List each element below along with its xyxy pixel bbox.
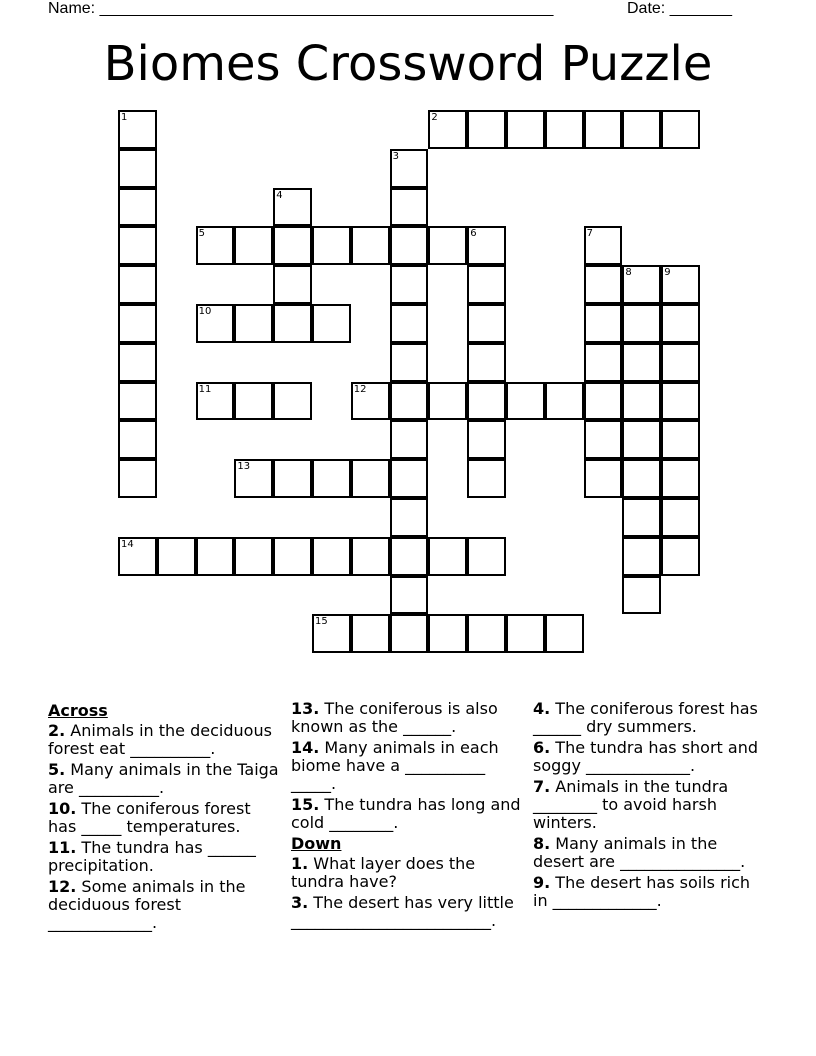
clue-text: The tundra has short and soggy _____________. bbox=[533, 738, 758, 775]
grid-cell[interactable] bbox=[196, 382, 235, 421]
grid-cell[interactable] bbox=[390, 420, 429, 459]
grid-cell[interactable] bbox=[390, 265, 429, 304]
cell-number: 2 bbox=[431, 112, 438, 123]
grid-cell[interactable] bbox=[545, 110, 584, 149]
grid-cell[interactable] bbox=[273, 304, 312, 343]
grid-cell[interactable] bbox=[118, 188, 157, 227]
clue-number: 4. bbox=[533, 699, 551, 718]
grid-cell[interactable] bbox=[584, 343, 623, 382]
cell-number: 9 bbox=[664, 267, 671, 279]
grid-cell[interactable] bbox=[118, 382, 157, 421]
grid-cell[interactable] bbox=[428, 110, 467, 149]
cell-number: 8 bbox=[625, 267, 632, 279]
grid-cell[interactable] bbox=[661, 382, 700, 421]
clue-number: 7. bbox=[533, 777, 551, 796]
grid-cell[interactable] bbox=[661, 537, 700, 576]
clue-text: The tundra has ______ precipitation. bbox=[48, 838, 256, 875]
clue-text: Animals in the tundra ________ to avoid harsh winters. bbox=[533, 777, 729, 832]
cell-number: 11 bbox=[198, 383, 212, 395]
grid-cell[interactable] bbox=[390, 576, 429, 615]
grid-cell[interactable] bbox=[234, 304, 273, 343]
clue-text: Animals in the deciduous forest eat __________. bbox=[48, 721, 272, 758]
grid-cell[interactable] bbox=[584, 304, 623, 343]
grid-cell[interactable] bbox=[584, 110, 623, 149]
clue-text: The desert has soils rich in _____________. bbox=[533, 873, 751, 910]
grid-cell[interactable] bbox=[351, 382, 390, 421]
clue-number: 15. bbox=[291, 795, 320, 814]
grid-cell[interactable] bbox=[390, 614, 429, 653]
grid-cell[interactable] bbox=[351, 537, 390, 576]
clue-down-6 bbox=[533, 739, 765, 775]
grid-cell[interactable] bbox=[661, 343, 700, 382]
grid-cell[interactable] bbox=[390, 188, 429, 227]
clue-text: Many animals in the Taiga are __________. bbox=[48, 760, 279, 797]
grid-cell[interactable] bbox=[390, 382, 429, 421]
grid-cell[interactable] bbox=[118, 110, 157, 149]
clue-text: Some animals in the deciduous forest _____________. bbox=[48, 877, 246, 932]
grid-cell[interactable] bbox=[118, 459, 157, 498]
grid-cell[interactable] bbox=[428, 382, 467, 421]
date-field-label: Date: _______ bbox=[627, 0, 732, 17]
clue-across-13 bbox=[291, 700, 523, 736]
clue-column-3 bbox=[533, 700, 765, 913]
clue-down-4 bbox=[533, 700, 765, 736]
grid-cell[interactable] bbox=[118, 343, 157, 382]
grid-cell[interactable] bbox=[467, 226, 506, 265]
grid-cell[interactable] bbox=[273, 265, 312, 304]
grid-cell[interactable] bbox=[661, 459, 700, 498]
grid-cell[interactable] bbox=[622, 110, 661, 149]
clue-across-12 bbox=[48, 878, 280, 932]
clue-number: 1. bbox=[291, 854, 309, 873]
grid-cell[interactable] bbox=[196, 537, 235, 576]
clue-text: The coniferous forest has ______ dry summers. bbox=[533, 699, 758, 736]
grid-cell[interactable] bbox=[661, 265, 700, 304]
name-field-label: Name: ___________________________________________________ bbox=[48, 0, 554, 17]
grid-cell[interactable] bbox=[584, 459, 623, 498]
grid-cell[interactable] bbox=[467, 304, 506, 343]
grid-cell[interactable] bbox=[622, 576, 661, 615]
grid-cell[interactable] bbox=[467, 537, 506, 576]
cell-number: 1 bbox=[121, 112, 128, 123]
grid-cell[interactable] bbox=[467, 265, 506, 304]
grid-cell[interactable] bbox=[467, 110, 506, 149]
grid-cell[interactable] bbox=[467, 459, 506, 498]
clue-across-5 bbox=[48, 761, 280, 797]
cell-number: 4 bbox=[276, 189, 283, 201]
clue-number: 3. bbox=[291, 893, 309, 912]
grid-cell[interactable] bbox=[467, 343, 506, 382]
clue-number: 5. bbox=[48, 760, 66, 779]
grid-cell[interactable] bbox=[273, 537, 312, 576]
grid-cell[interactable] bbox=[390, 343, 429, 382]
clue-across-10 bbox=[48, 800, 280, 836]
grid-cell[interactable] bbox=[467, 420, 506, 459]
grid-cell[interactable] bbox=[351, 614, 390, 653]
grid-cell[interactable] bbox=[273, 459, 312, 498]
grid-cell[interactable] bbox=[390, 304, 429, 343]
grid-cell[interactable] bbox=[622, 459, 661, 498]
grid-cell[interactable] bbox=[234, 459, 273, 498]
grid-cell[interactable] bbox=[157, 537, 196, 576]
grid-cell[interactable] bbox=[312, 304, 351, 343]
cell-number: 15 bbox=[315, 616, 328, 628]
grid-cell[interactable] bbox=[661, 498, 700, 537]
grid-cell[interactable] bbox=[584, 265, 623, 304]
clue-number: 2. bbox=[48, 721, 66, 740]
grid-cell[interactable] bbox=[545, 614, 584, 653]
clue-text: The coniferous forest has _____ temperatures. bbox=[48, 799, 251, 836]
grid-cell[interactable] bbox=[506, 110, 545, 149]
grid-cell[interactable] bbox=[234, 537, 273, 576]
clue-text: The tundra has long and cold ________. bbox=[291, 795, 521, 832]
clue-text: Many animals in the desert are _______________. bbox=[533, 834, 746, 871]
clue-text: The coniferous is also known as the ______. bbox=[291, 699, 498, 736]
clue-number: 9. bbox=[533, 873, 551, 892]
grid-cell[interactable] bbox=[661, 304, 700, 343]
grid-cell[interactable] bbox=[506, 614, 545, 653]
clue-across-11 bbox=[48, 839, 280, 875]
cell-number: 14 bbox=[121, 538, 134, 550]
grid-cell[interactable] bbox=[390, 537, 429, 576]
down-heading: Down bbox=[291, 834, 342, 853]
grid-cell[interactable] bbox=[312, 537, 351, 576]
grid-cell[interactable] bbox=[661, 420, 700, 459]
clue-number: 10. bbox=[48, 799, 77, 818]
grid-cell[interactable] bbox=[118, 149, 157, 188]
page-title: Biomes Crossword Puzzle bbox=[103, 36, 713, 92]
clue-number: 14. bbox=[291, 738, 320, 757]
clue-down-1 bbox=[291, 855, 523, 891]
clue-down-3 bbox=[291, 894, 523, 930]
clue-down-7 bbox=[533, 778, 765, 832]
grid-cell[interactable] bbox=[234, 226, 273, 265]
clue-text: Many animals in each biome have a __________ _____. bbox=[291, 738, 499, 793]
grid-cell[interactable] bbox=[118, 226, 157, 265]
clue-column-1 bbox=[48, 700, 280, 935]
grid-cell[interactable] bbox=[390, 459, 429, 498]
grid-cell[interactable] bbox=[622, 420, 661, 459]
across-heading: Across bbox=[48, 701, 108, 720]
grid-cell[interactable] bbox=[584, 226, 623, 265]
grid-cell[interactable] bbox=[312, 614, 351, 653]
clue-number: 13. bbox=[291, 699, 320, 718]
grid-cell[interactable] bbox=[390, 498, 429, 537]
cell-number: 3 bbox=[392, 150, 399, 162]
grid-cell[interactable] bbox=[118, 420, 157, 459]
grid-cell[interactable] bbox=[428, 614, 467, 653]
grid-cell[interactable] bbox=[467, 614, 506, 653]
grid-cell[interactable] bbox=[467, 382, 506, 421]
grid-cell[interactable] bbox=[622, 343, 661, 382]
grid-cell[interactable] bbox=[196, 226, 235, 265]
grid-cell[interactable] bbox=[622, 537, 661, 576]
grid-cell[interactable] bbox=[622, 382, 661, 421]
clue-number: 11. bbox=[48, 838, 77, 857]
grid-cell[interactable] bbox=[273, 188, 312, 227]
cell-number: 10 bbox=[198, 306, 212, 317]
grid-cell[interactable] bbox=[584, 420, 623, 459]
grid-cell[interactable] bbox=[118, 537, 157, 576]
cell-number: 7 bbox=[586, 228, 593, 240]
clue-text: What layer does the tundra have? bbox=[291, 854, 476, 891]
grid-cell[interactable] bbox=[584, 382, 623, 421]
clue-down-9 bbox=[533, 874, 765, 910]
clue-across-2 bbox=[48, 722, 280, 758]
grid-cell[interactable] bbox=[312, 226, 351, 265]
clue-number: 6. bbox=[533, 738, 551, 757]
grid-cell[interactable] bbox=[622, 498, 661, 537]
grid-cell[interactable] bbox=[428, 537, 467, 576]
grid-cell[interactable] bbox=[428, 226, 467, 265]
clue-across-15 bbox=[291, 796, 523, 832]
grid-cell[interactable] bbox=[196, 304, 235, 343]
cell-number: 6 bbox=[470, 228, 477, 240]
grid-cell[interactable] bbox=[390, 226, 429, 265]
grid-cell[interactable] bbox=[351, 226, 390, 265]
clue-down-8 bbox=[533, 835, 765, 871]
grid-cell[interactable] bbox=[506, 382, 545, 421]
clue-text: The desert has very little _________________________. bbox=[291, 893, 514, 930]
grid-cell[interactable] bbox=[622, 304, 661, 343]
clue-number: 12. bbox=[48, 877, 77, 896]
grid-cell[interactable] bbox=[118, 304, 157, 343]
clue-column-2 bbox=[291, 700, 523, 933]
grid-cell[interactable] bbox=[234, 382, 273, 421]
clue-across-14 bbox=[291, 739, 523, 793]
grid-cell[interactable] bbox=[661, 110, 700, 149]
cell-number: 12 bbox=[353, 383, 367, 395]
grid-cell[interactable] bbox=[273, 226, 312, 265]
grid-cell[interactable] bbox=[390, 149, 429, 188]
cell-number: 13 bbox=[237, 461, 251, 473]
cell-number: 5 bbox=[198, 228, 205, 240]
grid-cell[interactable] bbox=[351, 459, 390, 498]
grid-cell[interactable] bbox=[118, 265, 157, 304]
clue-number: 8. bbox=[533, 834, 551, 853]
grid-cell[interactable] bbox=[312, 459, 351, 498]
grid-cell[interactable] bbox=[545, 382, 584, 421]
grid-cell[interactable] bbox=[622, 265, 661, 304]
grid-cell[interactable] bbox=[273, 382, 312, 421]
